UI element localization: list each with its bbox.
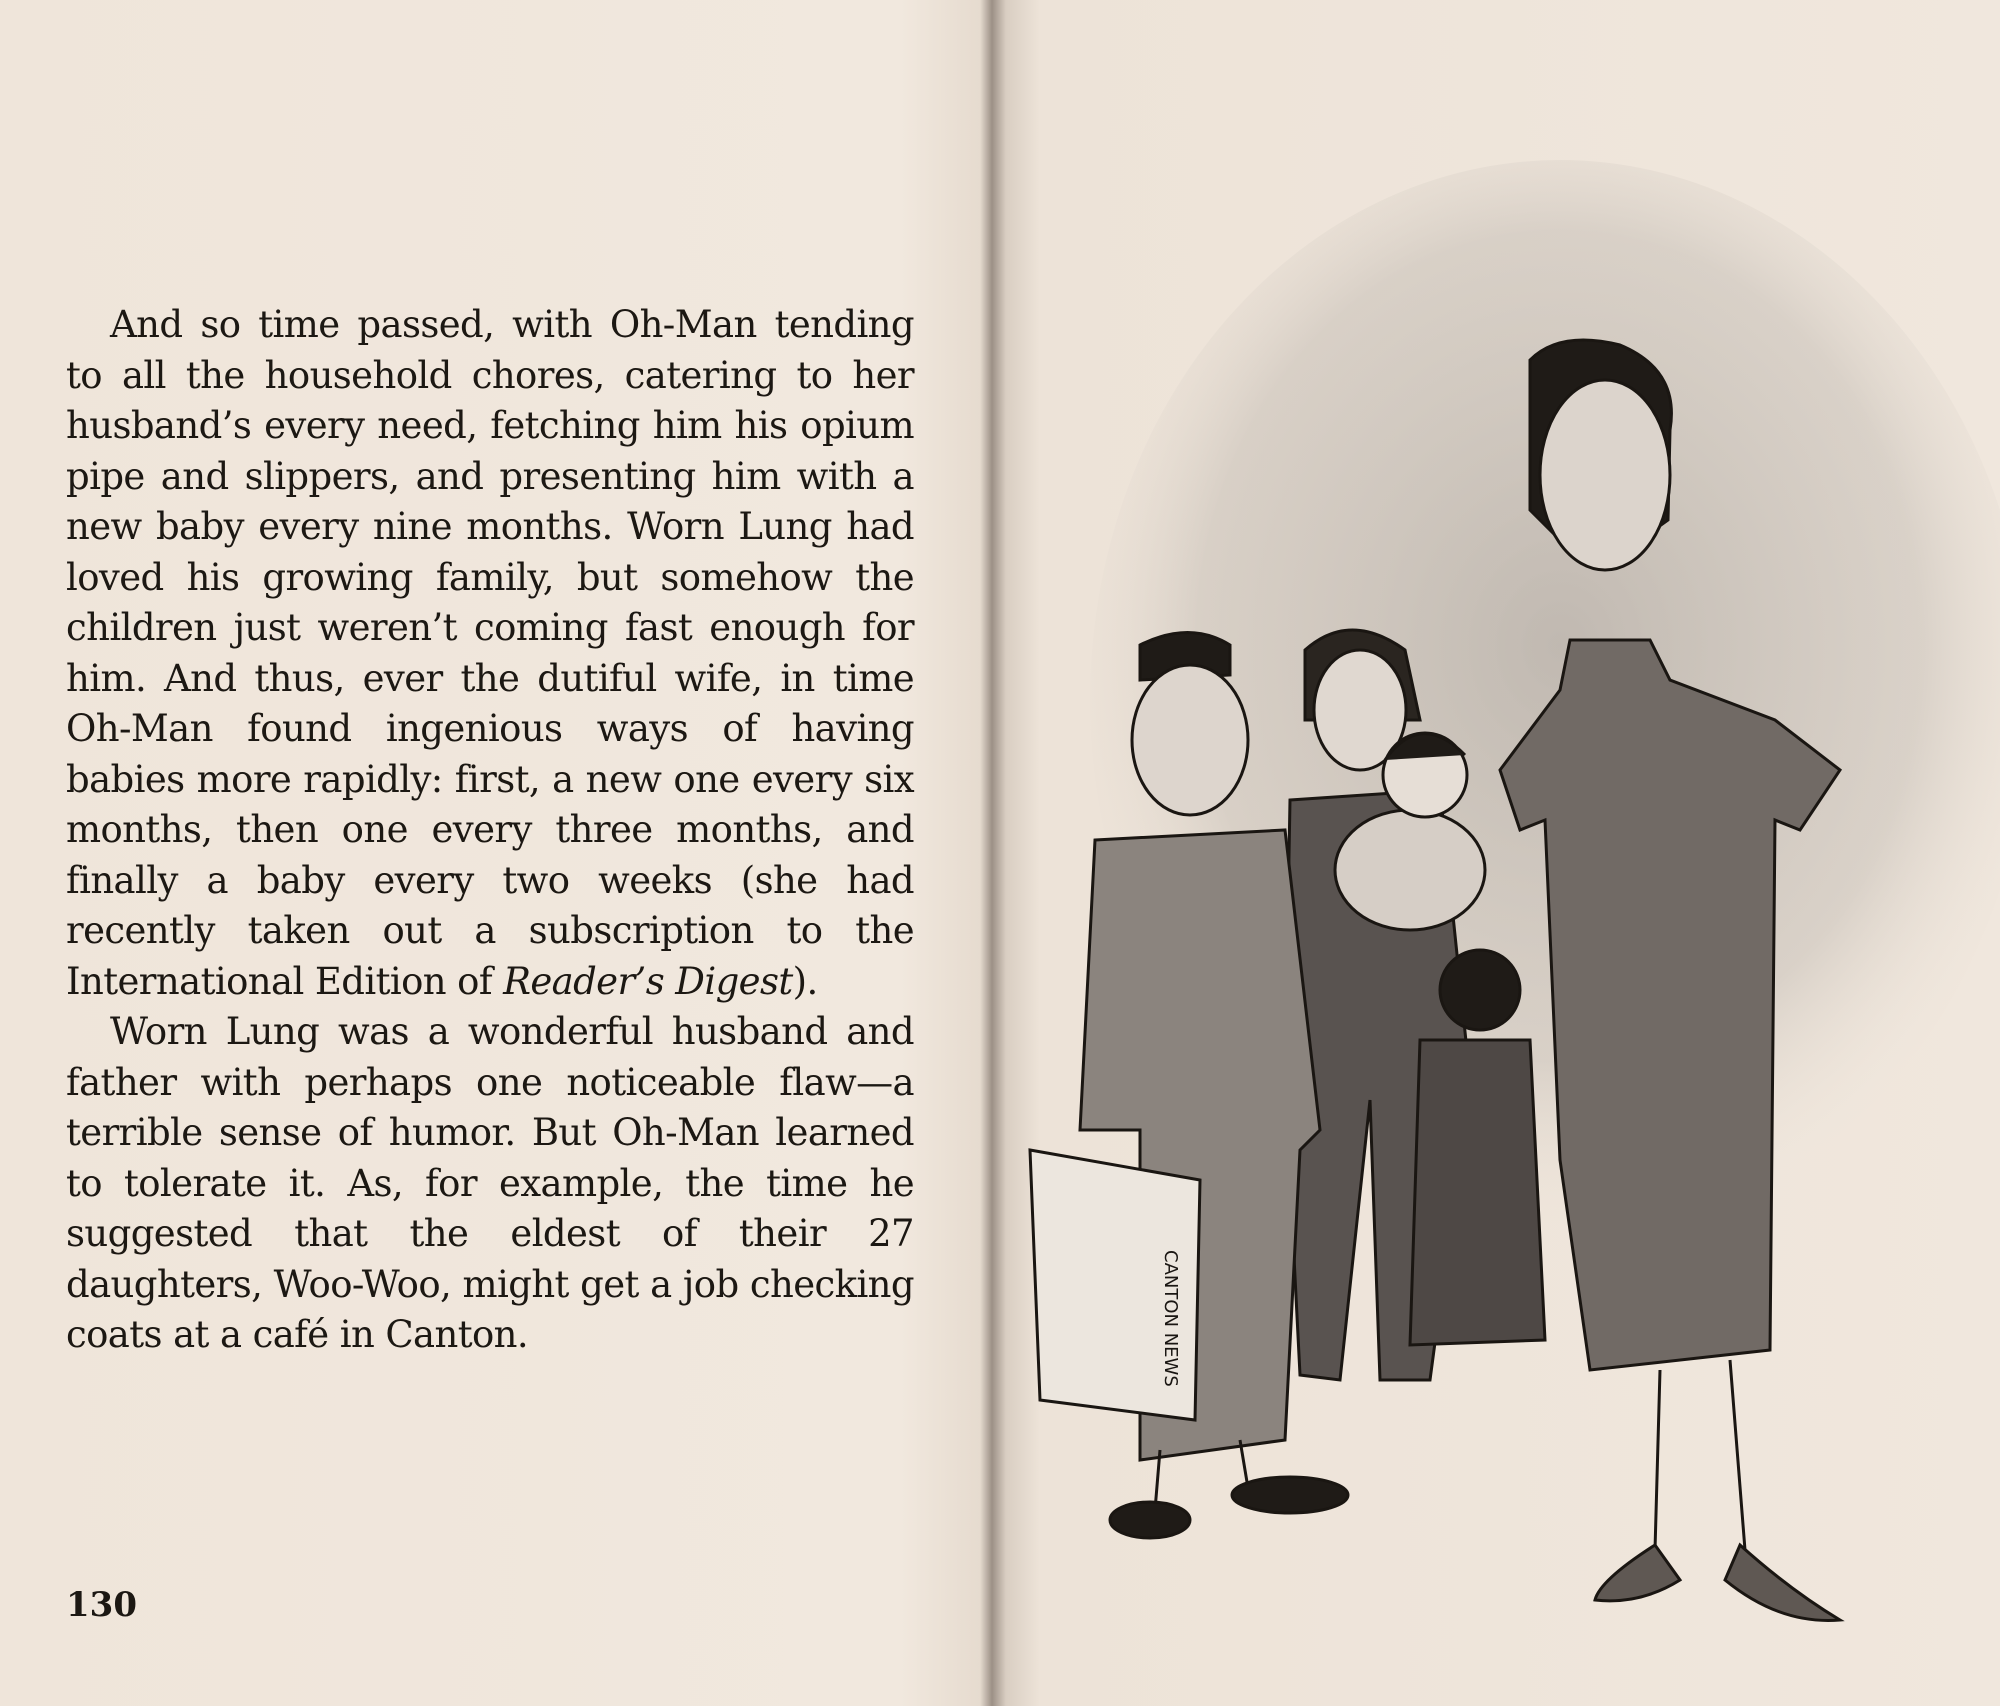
woman-legs — [1655, 1360, 1745, 1550]
newspaper — [1030, 1150, 1200, 1420]
family-illustration — [1000, 0, 2000, 1706]
magazine-title: Reader’s Digest — [503, 959, 793, 1003]
woman-shoe-left — [1595, 1545, 1680, 1601]
woman-shoe-right — [1725, 1545, 1840, 1621]
man-shoe-left — [1110, 1502, 1190, 1538]
man-shoe-right — [1232, 1477, 1348, 1513]
man-face — [1132, 665, 1248, 815]
paragraph-1-text: And so time passed, with Oh-Man tending to all the household chores, catering to her husband’s every need, fetching him his opium pipe and slippers, and presenting him with a new baby every nine months. Worn Lung had loved his growing family, but somehow the children just weren’t coming fast enough for him. And thus, ever the dutiful wife, in time Oh-Man found ingenious ways of having babies more rapidly: first, a new one every six months, then one every three months, and finally a baby every two weeks (she had recently taken out a subscription to the International Edition of — [66, 303, 914, 1003]
page-number: 130 — [66, 1585, 137, 1625]
baby-blanket — [1335, 810, 1485, 930]
newspaper-masthead: CANTON NEWS — [1160, 1250, 1181, 1387]
woman-face — [1540, 380, 1670, 570]
paragraph-1 — [66, 300, 914, 1007]
right-page — [1000, 0, 2000, 1706]
paragraph-2: Worn Lung was a wonderful husband and father with perhaps one noticeable flaw—a terrible sense of humor. But Oh-Man learned to tolerate it. As, for example, the time he suggested that the eldest of their 27 daughters, Woo-Woo, might get a job checking coats at a café in Canton. — [66, 1010, 914, 1356]
body-text — [66, 300, 914, 1361]
left-page — [0, 0, 985, 1706]
paragraph-1-end: ). — [792, 959, 818, 1003]
child-hair — [1440, 950, 1520, 1030]
child-body — [1410, 1040, 1545, 1345]
